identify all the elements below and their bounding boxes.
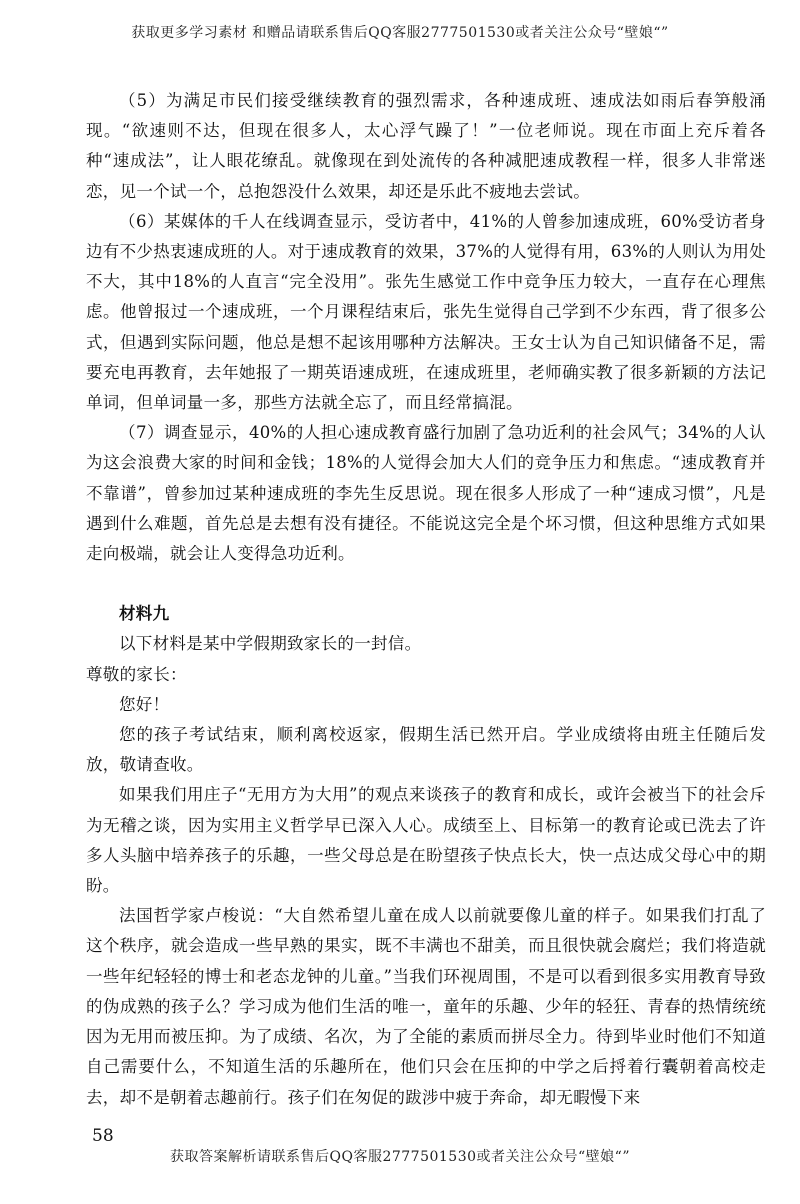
letter-paragraph-1: 您的孩子考试结束，顺利离校返家，假期生活已然开启。学业成绩将由班主任随后发放，敬请查收。 (86, 725, 766, 775)
material-nine-heading: 材料九 (119, 604, 170, 624)
document-body (86, 86, 766, 1113)
paragraph-6: （6）某媒体的千人在线调查显示，受访者中，41%的人曾参加速成班，60%受访者身边有不少热衷速成班的人。对于速成教育的效果，37%的人觉得有用，63%的人则认为用处不大，其中18%的人直言“完全没用”。张先生感觉工作中竞争压力较大，一直存在心理焦虑。他曾报过一个速成班，一个月课程结束后，张先生觉得自己学到不少东西，背了很多公式，但遇到实际问题，他总是想不起该用哪种方法解决。王女士认为自己知识储备不足，需要充电再教育，去年她报了一期英语速成班，在速成班里，老师确实教了很多新颖的方法记单词，但单词量一多，那些方法就全忘了，而且经常搞混。 (86, 211, 766, 413)
letter-paragraph-2: 如果我们用庄子“无用方为大用”的观点来谈孩子的教育和成长，或许会被当下的社会斥为无稽之谈，因为实用主义哲学早已深入人心。成绩至上、目标第一的教育论或已洗去了许多人头脑中培养孩子的乐趣，一些父母总是在盼望孩子快点长大，快一点达成父母心中的期盼。 (86, 785, 766, 896)
paragraph-5: （5）为满足市民们接受继续教育的强烈需求，各种速成班、速成法如雨后春笋般涌现。“欲速则不达，但现在很多人，太心浮气躁了！”一位老师说。现在市面上充斥着各种“速成法”，让人眼花缭乱。就像现在到处流传的各种减肥速成教程一样，很多人非常迷恋，见一个试一个，总抱怨没什么效果，却还是乐此不疲地去尝试。 (86, 91, 766, 201)
material-nine-intro: 以下材料是某中学假期致家长的一封信。 (119, 634, 422, 654)
paragraph-7: （7）调查显示，40%的人担心速成教育盛行加剧了急功近利的社会风气；34%的人认为这会浪费大家的时间和金钱；18%的人觉得会加大人们的竞争压力和焦虑。“速成教育并不靠谱”，曾参加过某种速成班的李先生反思说。现在很多人形成了一种“速成习惯”，凡是遇到什么难题，首先总是去想有没有捷径。不能说这完全是个坏习惯，但这种思维方式如果走向极端，就会让人变得急功近利。 (86, 423, 766, 564)
letter-greeting: 您好！ (119, 694, 170, 714)
letter-salutation: 尊敬的家长： (86, 664, 187, 684)
page-header-notice: 获取更多学习素材 和赠品请联系售后QQ客服2777501530或者关注公众号“壁娘“” (131, 25, 669, 41)
page-number: 58 (92, 1126, 114, 1146)
page-footer-notice: 获取答案解析请联系售后QQ客服2777501530或者关注公众号“壁娘“” (170, 1149, 630, 1165)
section-spacer (86, 569, 766, 599)
letter-paragraph-3: 法国哲学家卢梭说：“大自然希望儿童在成人以前就要像儿童的样子。如果我们打乱了这个秩序，就会造成一些早熟的果实，既不丰满也不甜美，而且很快就会腐烂；我们将造就一些年纪轻轻的博士和老态龙钟的儿童。”当我们环视周围，不是可以看到很多实用教育导致的伪成熟的孩子么？学习成为他们生活的唯一，童年的乐趣、少年的轻狂、青春的热情统统因为无用而被压抑。为了成绩、名次，为了全能的素质而拼尽全力。待到毕业时他们不知道自己需要什么，不知道生活的乐趣所在，他们只会在压抑的中学之后捋着行囊朝着高校走去，却不是朝着志趣前行。孩子们在匆促的跋涉中疲于奔命，却无暇慢下来 (86, 906, 766, 1107)
